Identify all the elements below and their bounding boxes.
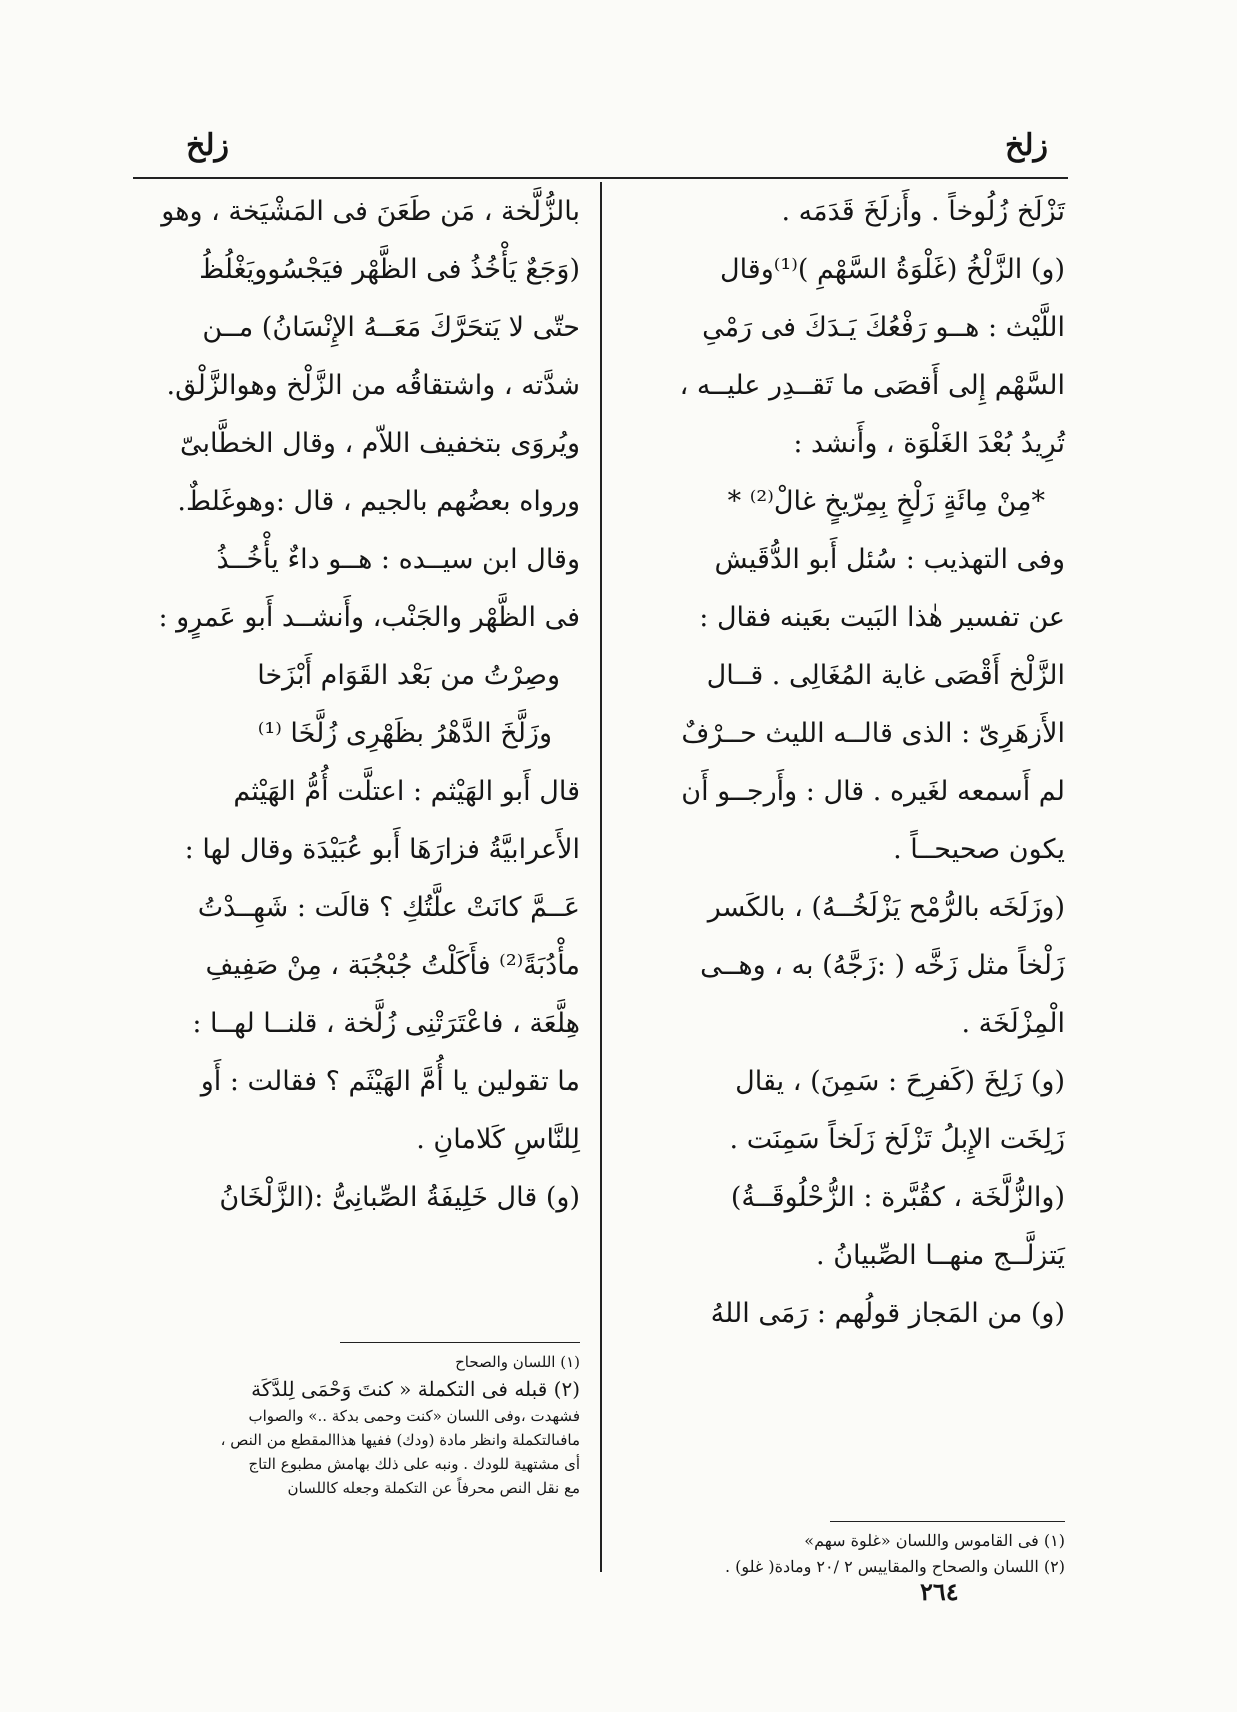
text-line: اللَّيْث : هــو رَفْعُكَ يَـدَكَ فى رَمْىِ: [702, 312, 1065, 343]
text-line: الأَزهَرِىّ : الذى قالــه الليث حــرْفٌ: [681, 718, 1065, 749]
footnote: فشهدت ،وفى اللسان «كنت وحمى بدكة ..» والصواب: [248, 1407, 580, 1425]
text-line: بالزُّلَّخة ، مَن طَعَنَ فى المَشْيَخة ، وهو: [161, 196, 580, 227]
text-line: يَتزلَّــج منهــا الصِّبيانُ .: [816, 1240, 1065, 1271]
footnote: (٢) قبله فى التكملة « كنتَ وَحْمَى لِلدَّكَة: [251, 1377, 580, 1401]
text-line: قال أَبو الهَيْثم : اعتلَّت أُمُّ الهَيْثم: [233, 776, 580, 807]
text-line: ويُروَى بتخفيف اللاّم ، وقال الخطَّابىّ: [180, 428, 580, 459]
footnote-rule-right: [830, 1521, 1065, 1522]
text-line: وقال ابن سيــده : هــو داءٌ يأْخُــذُ: [216, 544, 580, 575]
text-line: لِلنَّاسِ كَلامانِ .: [416, 1124, 580, 1155]
left-column: [110, 183, 580, 1227]
footnote: أى مشتهية للودك . ونبه على ذلك بهامش مطبوع التاج: [248, 1455, 580, 1473]
text-line: (و) الزَّلْخُ (غَلْوَةُ السَّهْمِ )⁽¹⁾وقال: [719, 254, 1065, 285]
footnote: مافىالتكملة وانظر مادة (ودك) ففيها هذاالمقطع من النص ،: [220, 1431, 580, 1449]
verse-line: *مِنْ مِائَةٍ زَلْخٍ بِمِرّيخٍ غالْ⁽²⁾ *: [727, 486, 1045, 517]
verse-line: وزَلَّخَ الدَّهْرُ بظَهْرِى زُلَّخَا ⁽¹⁾: [257, 718, 552, 749]
text-line: شدَّته ، واشتقاقُه من الزَّلْخ وهوالزَّلْق.: [166, 370, 580, 401]
right-column: [632, 183, 1065, 1343]
text-line: (و) من المَجاز قولُهم : رَمَى اللهُ: [710, 1298, 1065, 1329]
text-line: عن تفسير هٰذا البَيت بعَينه فقال :: [699, 602, 1065, 633]
footnote-rule-left: [340, 1342, 580, 1343]
text-line: حتّى لا يَتحَرَّكَ مَعَــهُ الإِنْسَانُ) مــن: [202, 312, 580, 343]
footnote: مع نقل النص محرفاً عن التكملة وجعله كاللسان: [287, 1479, 580, 1497]
text-line: يكون صحيحــاً .: [893, 834, 1065, 865]
text-line: (وزَلَخَه بالرُّمْح يَزْلَخُــهُ) ، بالكَسر: [707, 892, 1065, 923]
text-line: هِلَّعَة ، فاعْتَرَتْنِى زُلَّخة ، قلنــا لهــا :: [192, 1008, 580, 1039]
text-line: فى الظَّهْر والجَنْب، وأَنشــد أَبو عَمرٍو :: [158, 602, 580, 633]
text-line: وفى التهذيب : سُئل أَبو الدُّقَيش: [714, 544, 1065, 575]
text-line: (و) قال خَلِيفَةُ الصِّبانِىُّ :(الزَّلْخَانُ: [219, 1182, 580, 1213]
text-line: الزَّلْخ أَقْصَى غاية المُغَالِى . قــال: [706, 660, 1065, 691]
footnote: (١) اللسان والصحاح: [455, 1353, 580, 1371]
running-header-right: زلخ: [1005, 128, 1048, 163]
column-divider: [600, 182, 602, 1572]
text-line: الأَعرابيَّةُ فزارَهَا أَبو عُبَيْدَة وقال لها :: [184, 834, 580, 865]
verse-line: وصِرْتُ من بَعْد القَوَام أَبْزَخا: [257, 660, 560, 691]
text-line: لم أَسمعه لغَيره . قال : وأَرجــو أَن: [681, 776, 1065, 807]
footnote: (٢) اللسان والصحاح والمقاييس ٢ /٢٠ ومادة( غلو) .: [724, 1557, 1065, 1576]
header-rule: [133, 177, 1068, 179]
text-line: زَلْخاً مثل زَخَّه ( :زَجَّهُ) به ، وهــى: [700, 950, 1065, 981]
text-line: (و) زَلِخَ (كَفرِحَ : سَمِنَ) ، يقال: [735, 1066, 1065, 1097]
text-line: تَزْلَخ زُلُوخاً . وأَزلَخَ قَدَمَه .: [781, 196, 1065, 227]
text-line: مأْدُبَةً⁽²⁾ فأَكَلْتُ جُبْجُبَة ، مِنْ صَفِيفِ: [205, 950, 580, 981]
footnotes-left: [110, 1350, 580, 1500]
text-line: ورواه بعضُهم بالجيم ، قال :وهوغَلطٌ.: [177, 486, 580, 517]
footnotes-right: [632, 1528, 1065, 1580]
running-header-left: زلخ: [186, 128, 229, 163]
text-line: (والزُّلَّخَة ، كقُبَّرة : الزُّحْلُوقَــةُ): [730, 1182, 1065, 1213]
text-line: زَلِخَت الإِبلُ تَزْلَخ زَلَخاً سَمِنَت .: [729, 1124, 1065, 1155]
page-number: ٢٦٤: [920, 1577, 959, 1606]
text-line: (وَجَعٌ يَأْخُذُ فى الظَّهْر فيَجْسُوويَغْلُظُ: [199, 254, 580, 285]
text-line: السَّهْم إِلى أَقصَى ما تَقــدِر عليــه ،: [679, 370, 1065, 401]
footnote: (١) فى القاموس واللسان «غلوة سهم»: [804, 1531, 1065, 1550]
text-line: الْمِزْلَخَة .: [961, 1008, 1065, 1039]
text-line: ما تقولين يا أُمَّ الهَيْثَم ؟ فقالت : أَو: [200, 1066, 580, 1097]
text-line: عَــمَّ كانَتْ علَّتُكِ ؟ قالَت : شَهِــدْتُ: [197, 892, 580, 923]
text-line: تُرِيدُ بُعْدَ الغَلْوَة ، وأَنشد :: [793, 428, 1065, 459]
